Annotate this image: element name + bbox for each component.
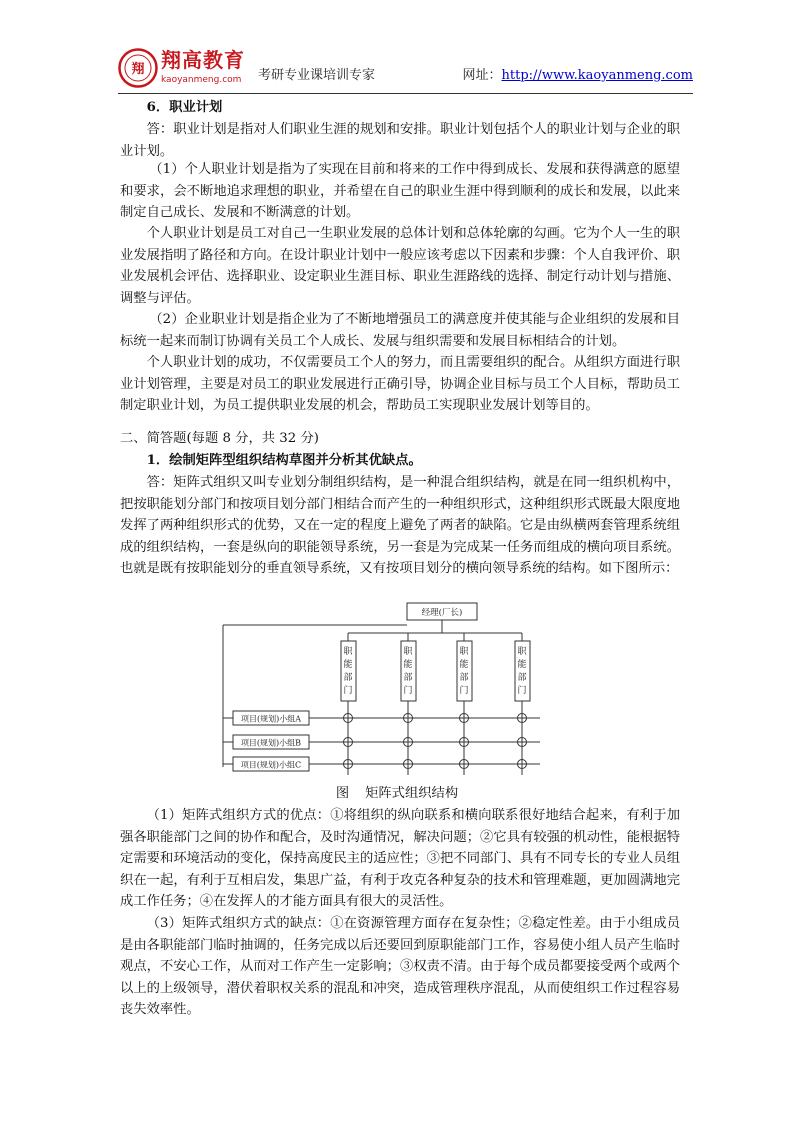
department-label: 职能部门 [343,647,353,696]
website-label: 网址： [462,68,502,83]
department-label: 职能部门 [517,647,527,696]
paragraph: （3）矩阵式组织方式的缺点：①在资源管理方面存在复杂性；②稳定性差。由于小组成员是由各职能部门临时抽调的，任务完成以后还要回到原职能部门工作，容易使小组人员产生临时观点，不安心工作，从而对工作产生一定影响；③权责不清。由于每个成员都要接受两个或两个以上的上级领导，潜伏着职权关系的混乱和冲突，造成管理秩序混乱，从而使组织工作过程容易丧失效率性。 [120,916,680,1017]
section-heading: 二、简答题(每题 8 分，共 32 分) [120,431,319,446]
page-header [118,44,693,94]
figure-label: 图 [335,786,350,801]
manager-label: 经理(厂长) [421,608,463,618]
paragraph: （1）矩阵式组织方式的优点：①将组织的纵向联系和横向联系很好地结合起来，有利于加强各职能部门之间的协作和配合，及时沟通情况，解决问题；②它具有较强的机动性，能根据特定需要和环境活动的变化，保持高度民主的适应性；③把不同部门、具有不同专长的专业人员组织在一起，有利于互相启发，集思广益，有利于攻克各种复杂的技术和管理难题，更加圆满地完成工作任务；④在发挥人的才能方面具有很大的灵活性。 [120,808,680,909]
figure-caption [0,782,794,801]
website-link[interactable]: http://www.kaoyanmeng.com [501,68,693,83]
header-divider [118,93,693,94]
paragraph: （1）个人职业计划是指为了实现在目前和将来的工作中得到成长、发展和获得满意的愿望和要求，会不断地追求理想的职业，并希望在自己的职业生涯中得到顺利的成长和发展，以此来制定自己成长、发展和不断满意的计划。 [120,162,680,220]
paragraph: 答：职业计划是指对人们职业生涯的规划和安排。职业计划包括个人的职业计划与企业的职业计划。 [120,122,680,159]
header-website [463,64,693,83]
section-heading: 6．职业计划 [146,100,223,115]
department-label: 职能部门 [403,647,413,696]
brand-domain: kaoyanmeng.com [161,75,242,85]
brand-name: 翔高教育 [161,48,245,72]
intersection-nodes [344,714,527,769]
project-label: 项目(规划)小组B [240,738,302,748]
svg-text:翔: 翔 [131,62,145,77]
project-label: 项目(规划)小组A [240,714,302,724]
figure-title: 矩阵式组织结构 [365,786,459,801]
project-label: 项目(规划)小组C [240,760,302,770]
question-title: 1．绘制矩阵型组织结构草图并分析其优缺点。 [146,453,422,468]
header-slogan: 考研专业课培训专家 [258,68,376,83]
paragraph: 个人职业计划的成功，不仅需要员工个人的努力，而且需要组织的配合。从组织方面进行职业计划管理，主要是对员工的职业发展进行正确引导，协调企业目标与员工个人目标，帮助员工制定职业计划，为员工提供职业发展的机会，帮助员工实现职业发展计划等目的。 [120,355,680,413]
matrix-org-diagram [218,597,580,777]
paragraph: 答：矩阵式组织又叫专业划分制组织结构，是一种混合组织结构，就是在同一组织机构中，把按职能划分部门和按项目划分部门相结合而产生的一种组织形式，这种组织形式既最大限度地发挥了两种组织形式的优势，又在一定的程度上避免了两者的缺陷。它是由纵横两套管理系统组成的组织结构，一套是纵向的职能领导系统，另一套是为完成某一任务而组成的横向项目系统。也就是既有按职能划分的垂直领导系统，又有按项目划分的横向领导系统的结构。如下图所示： [120,475,680,576]
department-label: 职能部门 [459,647,469,696]
logo-icon [118,48,158,88]
paragraph: （2）企业职业计划是指企业为了不断地增强员工的满意度并使其能与企业组织的发展和目标统一起来而制订协调有关员工个人成长、发展与组织需要和发展目标相结合的计划。 [120,312,680,349]
paragraph: 个人职业计划是员工对自己一生职业发展的总体计划和总体轮廓的勾画。它为个人一生的职业发展指明了路径和方向。在设计职业计划中一般应该考虑以下因素和步骤：个人自我评价、职业发展机会评估、选择职业、设定职业生涯目标、职业生涯路线的选择、制定行动计划与措施、调整与评估。 [120,226,680,306]
